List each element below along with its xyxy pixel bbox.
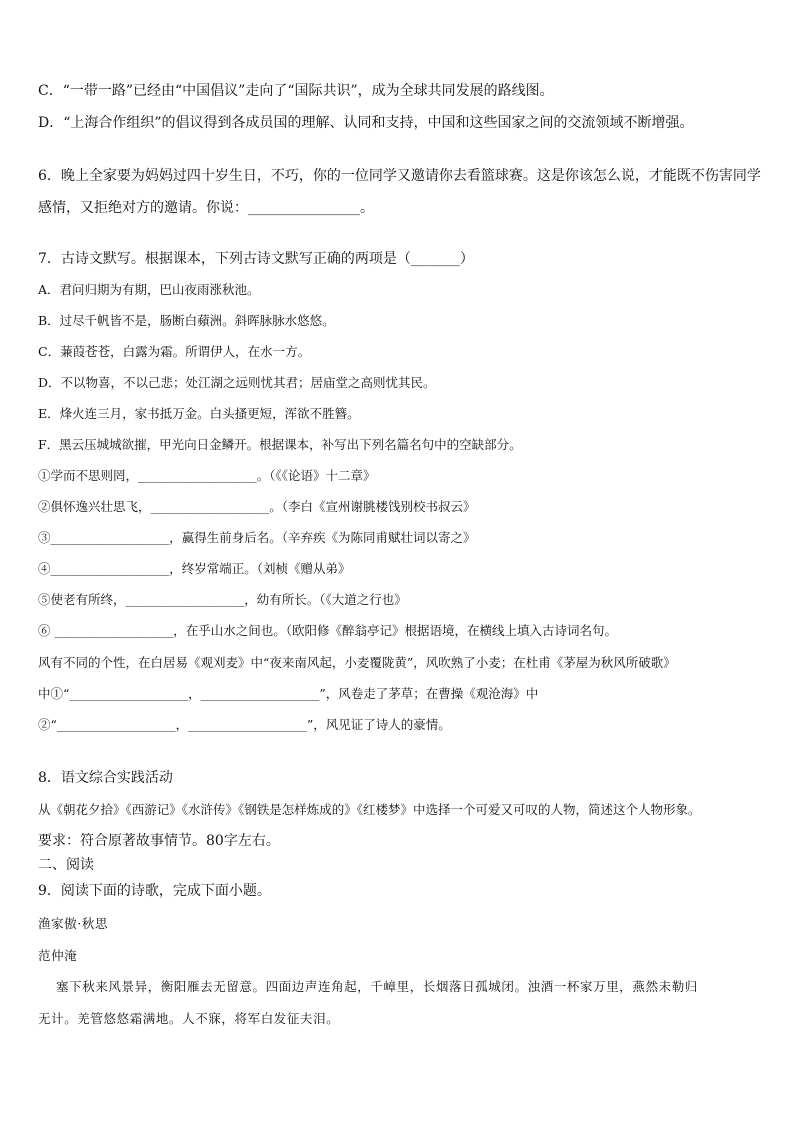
question-7-option-f: F．黑云压城城欲摧，甲光向日金鳞开。根据课本，补写出下列名篇名句中的空缺部分。 bbox=[38, 437, 522, 452]
poem-line-2: 无计。羌管悠悠霜满地。人不寐，将军白发征夫泪。 bbox=[38, 1011, 340, 1026]
poem-title: 渔家傲·秋思 bbox=[38, 916, 109, 931]
question-6-line-1: 6．晚上全家要为妈妈过四十岁生日，不巧，你的一位同学又邀请你去看篮球赛。这是你该怎么说，才能既不伤害同学 bbox=[38, 168, 761, 184]
question-8: 8．语文综合实践活动 bbox=[38, 770, 173, 786]
wind-paragraph-line-2: 中①“___________________，___________________”，风卷走了茅草；在曹操《观沧海》中 bbox=[38, 686, 539, 701]
fill-blank-5: ⑤使老有所终，___________________，幼有所长。（《大道之行也》 bbox=[38, 592, 407, 607]
poem-author: 范仲淹 bbox=[38, 948, 78, 963]
option-c: C．“一带一路”已经由“中国倡议”走向了“国际共识”，成为全球共同发展的路线图。 bbox=[38, 83, 554, 99]
question-7-option-c: C．蒹葭苍苍，白露为霜。所谓伊人，在水一方。 bbox=[38, 344, 311, 359]
question-8-prompt: 从《朝花夕拾》《西游记》《水浒传》《钢铁是怎样炼成的》《红楼梦》中选择一个可爱又可叹的人物，简述这个人物形象。 bbox=[38, 802, 701, 817]
option-d: D．“上海合作组织”的倡议得到各成员国的理解、认同和支持，中国和这些国家之间的交流领域不断增强。 bbox=[38, 115, 694, 131]
fill-blank-3: ③___________________，赢得生前身后名。（辛弃疾《为陈同甫赋壮词以寄之》 bbox=[38, 530, 476, 545]
question-7: 7．古诗文默写。根据课本，下列古诗文默写正确的两项是（_______） bbox=[38, 251, 474, 267]
question-9: 9．阅读下面的诗歌，完成下面小题。 bbox=[38, 883, 271, 899]
fill-blank-6: ⑥ ___________________，在乎山水之间也。（欧阳修《醉翁亭记》根据语境，在横线上填入古诗词名句。 bbox=[38, 623, 617, 638]
poem-line-1: 塞下秋来风景异，衡阳雁去无留意。四面边声连角起，千嶂里，长烟落日孤城闭。浊酒一杯家万里，燕然未勒归 bbox=[56, 979, 698, 994]
question-7-option-e: E．烽火连三月，家书抵万金。白头搔更短，浑欲不胜簪。 bbox=[38, 406, 360, 421]
fill-blank-1: ①学而不思则罔，___________________。（《《论语》十二章》 bbox=[38, 468, 376, 483]
wind-paragraph-line-3: ②“___________________，___________________”，风见证了诗人的豪情。 bbox=[38, 717, 451, 732]
fill-blank-4: ④___________________，终岁常端正。（刘桢《赠从弟》 bbox=[38, 561, 351, 576]
question-8-requirement: 要求：符合原著故事情节。80字左右。 bbox=[38, 833, 280, 849]
fill-blank-2: ②俱怀逸兴壮思飞，___________________。（李白《宣州谢朓楼饯别校书叔云》 bbox=[38, 499, 476, 514]
section-reading-heading: 二、阅读 bbox=[38, 857, 94, 873]
question-7-option-d: D．不以物喜，不以己悲；处江湖之远则忧其君；居庙堂之高则忧其民。 bbox=[38, 375, 436, 390]
question-7-option-b: B．过尽千帆皆不是，肠断白蘋洲。斜晖脉脉水悠悠。 bbox=[38, 313, 335, 328]
question-6-line-2: 感情，又拒绝对方的邀请。你说：________________。 bbox=[38, 200, 374, 216]
question-7-option-a: A．君问归期为有期，巴山夜雨涨秋池。 bbox=[38, 282, 260, 297]
wind-paragraph-line-1: 风有不同的个性，在白居易《观刈麦》中“夜来南风起，小麦覆陇黄”，风吹熟了小麦；在杜甫《茅屋为秋风所破歌》 bbox=[38, 655, 676, 670]
